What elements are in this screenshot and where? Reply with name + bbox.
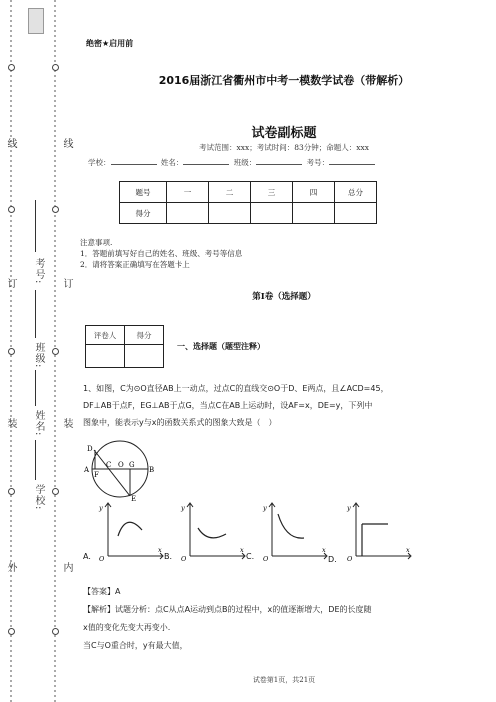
inner-zhuang-label: 装 — [61, 418, 72, 429]
score-header-row — [120, 182, 377, 203]
point-o: O — [118, 461, 124, 469]
point-a: A — [84, 466, 90, 474]
origin-label: O — [181, 555, 187, 562]
notes-title: 注意事项. — [80, 238, 113, 247]
page-footer: 试卷第1页，共21页 — [252, 676, 316, 684]
option-b-graph — [178, 500, 246, 562]
binding-circle — [8, 64, 15, 71]
school-label: 学校： — [88, 158, 111, 167]
score-cell[interactable] — [335, 203, 377, 224]
section-title: 一、选择题（题型注释） — [177, 341, 265, 351]
score-header-cell: 四 — [293, 182, 335, 203]
option-c-label[interactable]: C. — [246, 552, 255, 561]
grader-cell[interactable] — [86, 345, 125, 368]
analysis-line: 当C与O重合时，y有最大值， — [83, 641, 188, 650]
score-row-label: 得分 — [120, 203, 167, 224]
origin-label: O — [263, 555, 269, 562]
name-blank[interactable] — [183, 156, 229, 165]
inner-ding-label: 订 — [61, 278, 72, 289]
option-b-curve — [198, 528, 226, 538]
notes-block — [80, 237, 242, 270]
exam-info: 考试范围：xxx；考试时间：83分钟；命题人：xxx — [199, 143, 369, 152]
line-de — [94, 450, 130, 496]
part-title: 第I卷（选择题） — [252, 292, 316, 302]
outer-xian-label: 线 — [5, 138, 16, 149]
binding-school-label: 学校: — [33, 484, 44, 511]
binding-number-line — [35, 200, 36, 252]
option-d-graph — [344, 500, 412, 562]
binding-circle — [52, 488, 59, 495]
binding-circle — [8, 348, 15, 355]
score-value-row — [120, 203, 377, 224]
x-axis-label: x — [406, 546, 410, 554]
notes-item: 2．请将答案正确填写在答题卡上 — [80, 260, 190, 269]
class-label: 班级： — [233, 158, 257, 167]
score-cell[interactable] — [293, 203, 335, 224]
exam-title: 2016届浙江省衢州市中考一模数学试卷（带解析） — [158, 74, 410, 87]
exam-subtitle: 试卷副标题 — [251, 126, 317, 141]
score-cell[interactable] — [209, 203, 251, 224]
binding-circle — [52, 628, 59, 635]
point-d: D — [87, 445, 93, 453]
point-f: F — [94, 471, 99, 479]
exam-page — [80, 0, 488, 702]
grader-header: 评卷人 — [86, 326, 125, 345]
student-info-line — [88, 156, 488, 168]
circle-figure — [80, 440, 160, 502]
binding-class-label: 班级: — [33, 342, 44, 369]
x-axis-label: x — [158, 546, 162, 554]
option-c-graph — [260, 500, 328, 562]
analysis-line: x值的变化先变大再变小. — [83, 623, 171, 632]
option-a-curve — [118, 522, 142, 536]
point-e: E — [131, 495, 137, 502]
y-axis-label: y — [263, 504, 267, 512]
point-b: B — [149, 466, 155, 474]
binding-circle — [8, 206, 15, 213]
x-axis-label: x — [240, 546, 244, 554]
score-header-cell: 总分 — [335, 182, 377, 203]
origin-label: O — [99, 555, 105, 562]
binding-number-label: 考号: — [33, 258, 44, 285]
secret-label: 绝密★启用前 — [86, 39, 134, 48]
score-table — [119, 181, 377, 224]
option-b-label[interactable]: B. — [164, 552, 173, 561]
option-c-curve — [278, 514, 304, 538]
binding-margin — [0, 0, 70, 702]
name-label: 姓名： — [160, 158, 184, 167]
score-header-cell: 三 — [251, 182, 293, 203]
point-g: G — [129, 461, 135, 469]
origin-label: O — [347, 555, 353, 562]
grader-score-cell[interactable] — [125, 345, 164, 368]
binding-name-line — [35, 370, 36, 406]
point-c: C — [106, 461, 112, 469]
option-a-label[interactable]: A. — [83, 552, 91, 561]
outer-zhuang-label: 装 — [5, 418, 16, 429]
grader-table — [85, 325, 164, 368]
outer-ding-label: 订 — [5, 278, 16, 289]
question-1 — [83, 380, 485, 431]
option-d-label[interactable]: D. — [328, 555, 337, 564]
binding-circle — [52, 348, 59, 355]
question-line: DF⊥AB于点F，EG⊥AB于点G，当点C在AB上运动时，设AF=x，DE=y，下列中 — [83, 401, 373, 410]
class-blank[interactable] — [256, 156, 302, 165]
binding-circle — [8, 488, 15, 495]
binding-gray-box — [28, 8, 44, 34]
answer-block — [83, 583, 372, 655]
binding-circle — [52, 206, 59, 213]
number-blank[interactable] — [329, 156, 375, 165]
question-line: 图象中，能表示y与x的函数关系式的图象大致是（ ） — [83, 418, 277, 427]
outer-wai-label: 外 — [5, 562, 16, 573]
score-header-cell: 二 — [209, 182, 251, 203]
analysis-line: 【解析】试题分析：点C从点A运动到点B的过程中，x的值逐渐增大，DE的长度随 — [83, 605, 372, 614]
y-axis-label: y — [181, 504, 185, 512]
x-axis-label: x — [322, 546, 326, 554]
inner-nei-label: 内 — [61, 562, 72, 573]
binding-circle — [52, 64, 59, 71]
school-blank[interactable] — [111, 156, 157, 165]
number-label: 考号： — [306, 158, 330, 167]
y-axis-label: y — [347, 504, 351, 512]
binding-circle — [8, 628, 15, 635]
grader-score-header: 得分 — [125, 326, 164, 345]
answer-label: 【答案】A — [83, 587, 121, 596]
binding-name-label: 姓名: — [33, 410, 44, 437]
score-cell[interactable] — [167, 203, 209, 224]
score-cell[interactable] — [251, 203, 293, 224]
question-line: 1、如图，C为⊙O直径AB上一动点，过点C的直线交⊙O于D、E两点，且∠ACD=45， — [83, 384, 389, 393]
score-header-cell: 题号 — [120, 182, 167, 203]
binding-school-line — [35, 440, 36, 480]
inner-xian-label: 线 — [61, 138, 72, 149]
option-a-graph — [96, 500, 164, 562]
notes-item: 1．答题前填写好自己的姓名、班级、考号等信息 — [80, 249, 243, 258]
score-header-cell: 一 — [167, 182, 209, 203]
binding-class-line — [35, 290, 36, 338]
y-axis-label: y — [99, 504, 103, 512]
